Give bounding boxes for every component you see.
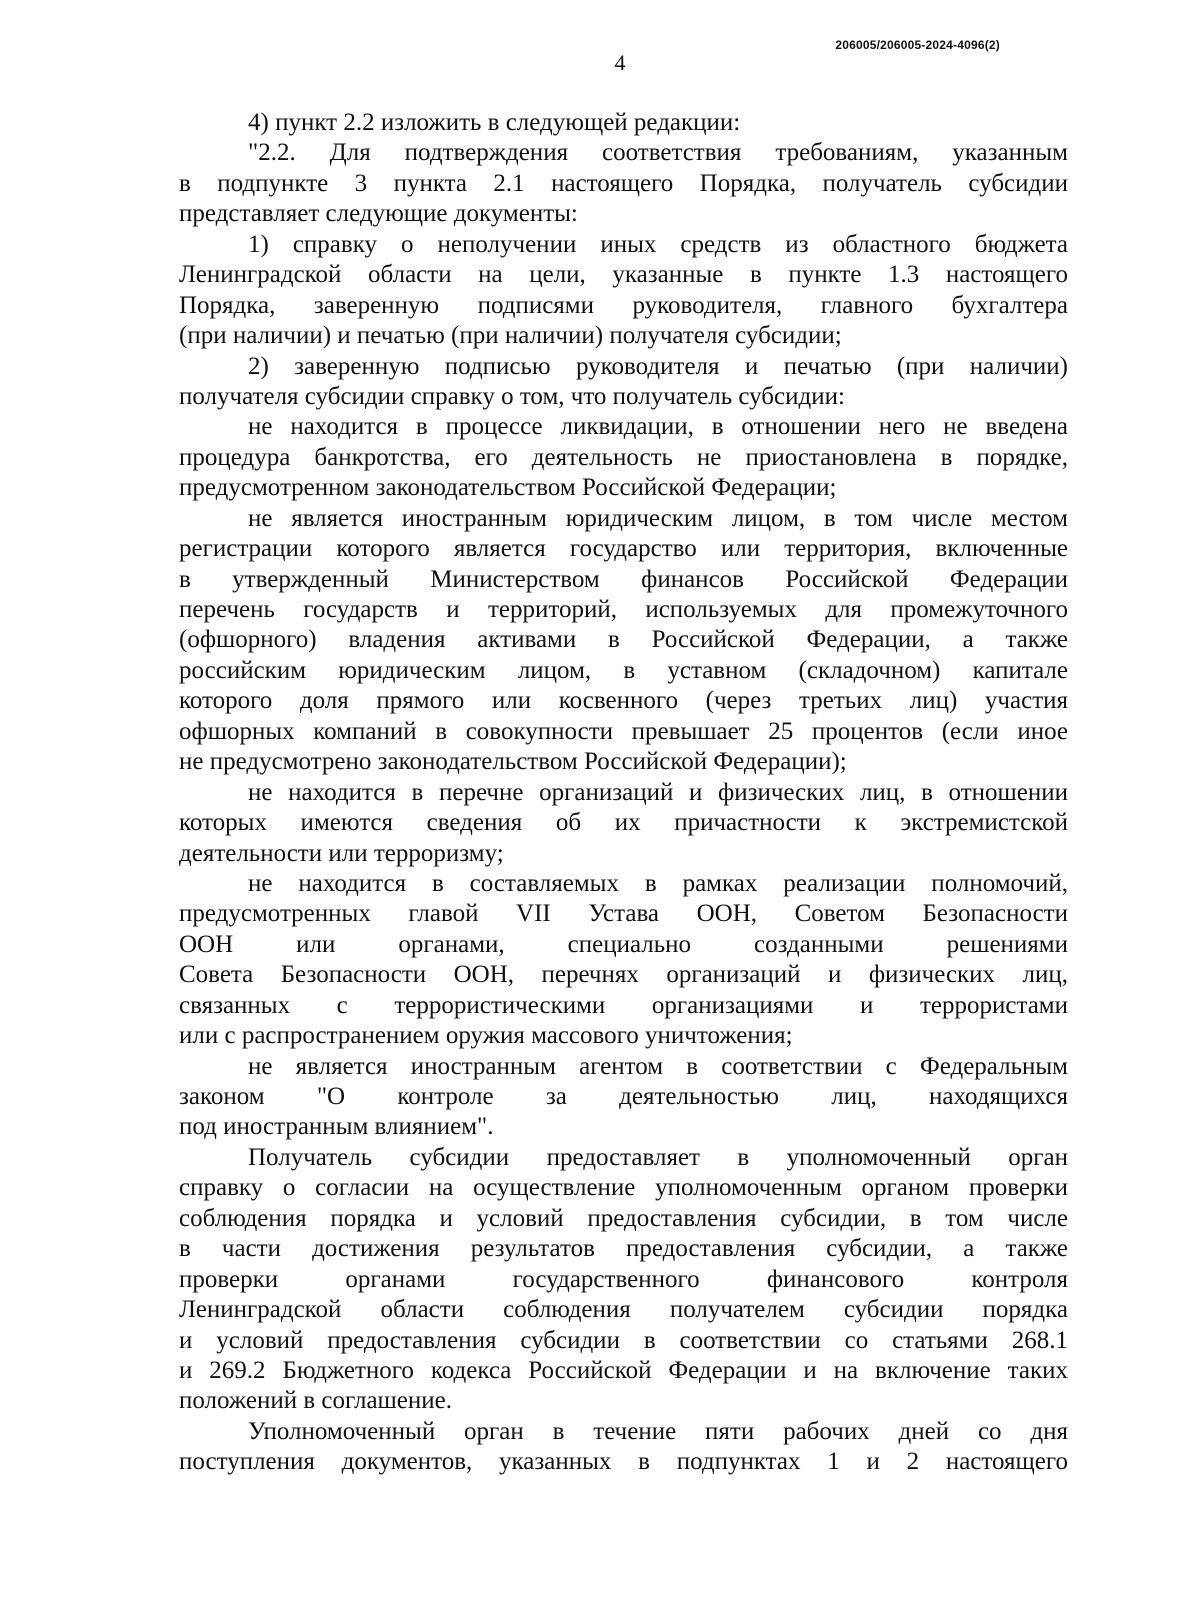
text-line: предусмотренных главой VII Устава ООН, Советом Безопасности [179,900,1068,928]
text-line: в части достижения результатов предоставления субсидии, а также [179,1235,1068,1263]
text-line: и условий предоставления субсидии в соответствии со статьями 268.1 [179,1326,1068,1354]
text-line: 2) заверенную подписью руководителя и печатью (при наличии) [248,352,1068,380]
text-line: "2.2. Для подтверждения соответствия требованиям, указанным [248,139,1068,167]
text-line: Ленинградской области соблюдения получателем субсидии порядка [179,1296,1068,1324]
text-line: которого доля прямого или косвенного (через третьих лиц) участия [179,687,1068,715]
text-line: не является иностранным агентом в соответствии с Федеральным [248,1052,1068,1080]
document-id: 206005/206005-2024-4096(2) [835,38,1000,52]
text-line: Порядка, заверенную подписями руководителя, главного бухгалтера [179,291,1068,319]
document-body [179,108,1068,1478]
text-line: которых имеются сведения об их причастности к экстремистской [179,809,1068,837]
text-line: положений в соглашение. [179,1387,452,1415]
text-line: ООН или органами, специально созданными решениями [179,930,1068,958]
text-line: предусмотренном законодательством Российской Федерации; [179,474,837,502]
text-line: регистрации которого является государство или территория, включенные [179,535,1068,563]
text-line: деятельности или терроризму; [179,839,504,867]
text-line: под иностранным влиянием". [179,1113,494,1141]
text-line: Ленинградской области на цели, указанные в пункте 1.3 настоящего [179,261,1068,289]
text-line: в утвержденный Министерством финансов Российской Федерации [179,565,1068,593]
text-line: (офшорного) владения активами в Российской Федерации, а также [179,626,1068,654]
text-line: получателя субсидии справку о том, что получатель субсидии: [179,382,845,410]
text-line: поступления документов, указанных в подпунктах 1 и 2 настоящего [179,1448,1068,1476]
text-line: Получатель субсидии предоставляет в уполномоченный орган [248,1143,1068,1171]
text-line: (при наличии) и печатью (при наличии) получателя субсидии; [179,322,842,350]
text-line: не находится в составляемых в рамках реализации полномочий, [248,869,1068,897]
page-number: 4 [614,50,626,75]
text-line: не является иностранным юридическим лицом, в том числе местом [248,504,1068,532]
text-line: не находится в перечне организаций и физических лиц, в отношении [248,778,1068,806]
text-line: не находится в процессе ликвидации, в отношении него не введена [248,413,1068,441]
text-line: не предусмотрено законодательством Российской Федерации); [179,748,847,776]
text-line: Совета Безопасности ООН, перечнях организаций и физических лиц, [179,961,1068,989]
text-line: или с распространением оружия массового уничтожения; [179,1022,793,1050]
text-line: представляет следующие документы: [179,200,578,228]
text-line: перечень государств и территорий, используемых для промежуточного [179,596,1068,623]
text-line: законом "О контроле за деятельностью лиц, находящихся [179,1083,1068,1110]
text-line: связанных с террористическими организациями и террористами [179,991,1068,1019]
text-line: проверки органами государственного финансового контроля [179,1265,1068,1293]
text-line: и 269.2 Бюджетного кодекса Российской Федерации и на включение таких [179,1356,1068,1384]
text-line: офшорных компаний в совокупности превышает 25 процентов (если иное [179,717,1068,745]
text-line: соблюдения порядка и условий предоставления субсидии, в том числе [179,1204,1068,1232]
text-line: Уполномоченный орган в течение пяти рабочих дней со дня [248,1417,1068,1445]
text-line: российским юридическим лицом, в уставном (складочном) капитале [179,656,1068,684]
text-line: 1) справку о неполучении иных средств из областного бюджета [248,230,1068,258]
text-line: справку о согласии на осуществление уполномоченным органом проверки [179,1174,1068,1202]
text-line: в подпункте 3 пункта 2.1 настоящего Порядка, получатель субсидии [179,169,1068,197]
text-line: 4) пункт 2.2 изложить в следующей редакции: [248,109,741,136]
text-line: процедура банкротства, его деятельность не приостановлена в порядке, [179,443,1068,471]
